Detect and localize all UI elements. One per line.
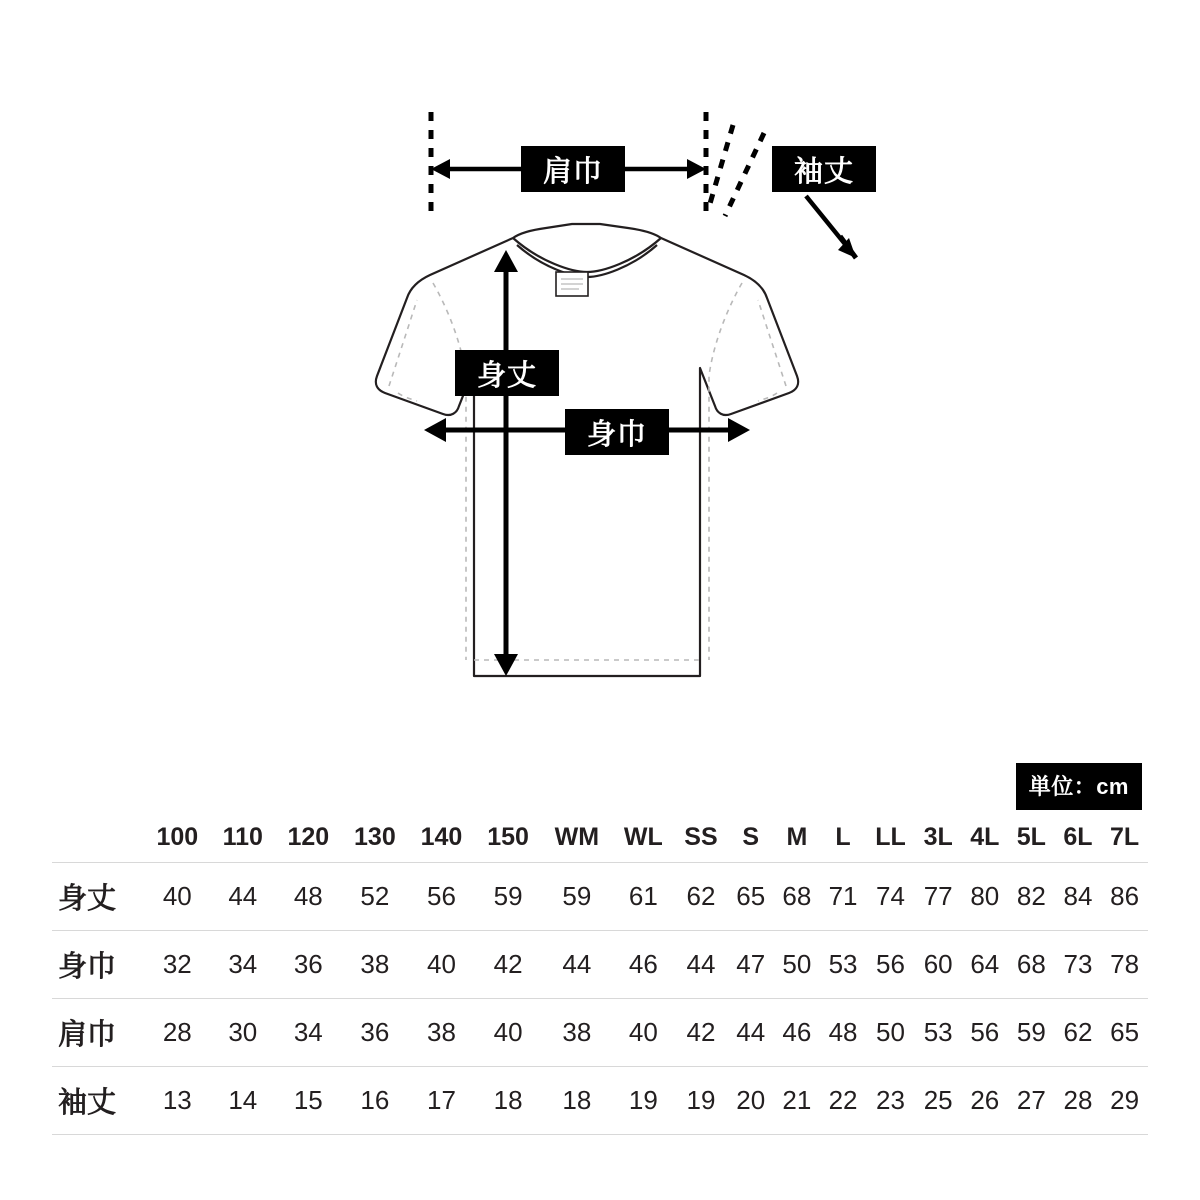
label-shoulder-width: 肩巾 xyxy=(521,146,625,192)
row-label-sleeve-length: 袖丈 xyxy=(52,1067,144,1135)
table-corner-cell xyxy=(52,812,144,863)
size-col-6l: 6L xyxy=(1063,822,1093,851)
cell-body-width-ll: 56 xyxy=(866,931,915,999)
size-col-5l: 5L xyxy=(1016,822,1046,851)
sleeve-guide-lines xyxy=(709,125,764,216)
table-row xyxy=(52,863,1148,931)
cell-body-width-5l: 68 xyxy=(1008,931,1055,999)
cell-body-length-ll: 74 xyxy=(866,863,915,931)
sleeve-length-arrow xyxy=(806,196,862,258)
cell-body-length-3l: 77 xyxy=(915,863,962,931)
cell-body-width-s: 47 xyxy=(728,931,774,999)
cell-body-length-5l: 82 xyxy=(1008,863,1055,931)
size-col-ll: LL xyxy=(875,822,906,851)
cell-body-length-140: 56 xyxy=(408,863,475,931)
cell-sleeve-length-130: 16 xyxy=(342,1067,409,1135)
cell-shoulder-width-ll: 50 xyxy=(866,999,915,1067)
cell-shoulder-width-wl: 40 xyxy=(612,999,674,1067)
cell-body-length-130: 52 xyxy=(342,863,409,931)
cell-shoulder-width-m: 46 xyxy=(774,999,820,1067)
cell-body-length-wl: 61 xyxy=(612,863,674,931)
cell-body-width-ss: 44 xyxy=(674,931,727,999)
cell-shoulder-width-140: 38 xyxy=(408,999,475,1067)
cell-sleeve-length-wl: 19 xyxy=(612,1067,674,1135)
cell-body-width-140: 40 xyxy=(408,931,475,999)
cell-body-length-ss: 62 xyxy=(674,863,727,931)
cell-body-width-110: 34 xyxy=(211,931,275,999)
cell-body-length-110: 44 xyxy=(211,863,275,931)
cell-shoulder-width-ss: 42 xyxy=(674,999,727,1067)
size-col-110: 110 xyxy=(222,822,263,851)
cell-shoulder-width-120: 34 xyxy=(275,999,342,1067)
cell-sleeve-length-6l: 28 xyxy=(1055,1067,1102,1135)
cell-body-length-7l: 86 xyxy=(1101,863,1148,931)
cell-shoulder-width-130: 36 xyxy=(342,999,409,1067)
size-col-130: 130 xyxy=(354,822,396,851)
cell-shoulder-width-5l: 59 xyxy=(1008,999,1055,1067)
cell-body-width-150: 42 xyxy=(475,931,542,999)
cell-sleeve-length-4l: 26 xyxy=(961,1067,1008,1135)
size-col-l: L xyxy=(835,822,851,851)
cell-shoulder-width-150: 40 xyxy=(475,999,542,1067)
cell-sleeve-length-m: 21 xyxy=(774,1067,820,1135)
cell-shoulder-width-6l: 62 xyxy=(1055,999,1102,1067)
cell-body-length-100: 40 xyxy=(144,863,211,931)
size-table-body xyxy=(52,863,1148,1135)
size-col-100: 100 xyxy=(156,822,199,851)
row-label-shoulder-width: 肩巾 xyxy=(52,999,144,1067)
cell-body-length-m: 68 xyxy=(774,863,820,931)
cell-shoulder-width-7l: 65 xyxy=(1101,999,1148,1067)
row-label-body-width: 身巾 xyxy=(52,931,144,999)
size-col-m: M xyxy=(786,822,808,851)
table-row xyxy=(52,931,1148,999)
cell-body-length-4l: 80 xyxy=(961,863,1008,931)
size-table xyxy=(52,812,1148,1135)
cell-sleeve-length-s: 20 xyxy=(728,1067,774,1135)
cell-body-width-m: 50 xyxy=(774,931,820,999)
cell-shoulder-width-100: 28 xyxy=(144,999,211,1067)
cell-body-width-wm: 44 xyxy=(541,931,612,999)
cell-body-width-6l: 73 xyxy=(1055,931,1102,999)
size-col-ss: SS xyxy=(684,822,718,851)
cell-body-width-7l: 78 xyxy=(1101,931,1148,999)
table-row xyxy=(52,999,1148,1067)
cell-body-width-3l: 60 xyxy=(915,931,962,999)
size-col-4l: 4L xyxy=(970,822,1000,851)
cell-sleeve-length-150: 18 xyxy=(475,1067,542,1135)
size-col-3l: 3L xyxy=(923,822,953,851)
cell-sleeve-length-ss: 19 xyxy=(674,1067,727,1135)
table-header-row xyxy=(52,812,1148,863)
cell-sleeve-length-120: 15 xyxy=(275,1067,342,1135)
label-sleeve-length: 袖丈 xyxy=(772,146,876,192)
cell-sleeve-length-140: 17 xyxy=(408,1067,475,1135)
cell-shoulder-width-l: 48 xyxy=(820,999,866,1067)
cell-sleeve-length-3l: 25 xyxy=(915,1067,962,1135)
size-col-150: 150 xyxy=(487,822,529,851)
size-col-7l: 7L xyxy=(1110,822,1140,851)
cell-body-width-130: 38 xyxy=(342,931,409,999)
cell-sleeve-length-ll: 23 xyxy=(866,1067,915,1135)
label-body-length: 身丈 xyxy=(455,350,559,396)
row-label-body-length: 身丈 xyxy=(52,863,144,931)
cell-sleeve-length-100: 13 xyxy=(144,1067,211,1135)
cell-body-width-100: 32 xyxy=(144,931,211,999)
cell-body-length-s: 65 xyxy=(728,863,774,931)
cell-body-width-l: 53 xyxy=(820,931,866,999)
cell-body-length-150: 59 xyxy=(475,863,542,931)
cell-sleeve-length-wm: 18 xyxy=(541,1067,612,1135)
size-col-wl: WL xyxy=(623,822,663,851)
cell-sleeve-length-7l: 29 xyxy=(1101,1067,1148,1135)
cell-body-width-4l: 64 xyxy=(961,931,1008,999)
cell-body-length-wm: 59 xyxy=(541,863,612,931)
cell-shoulder-width-4l: 56 xyxy=(961,999,1008,1067)
cell-shoulder-width-3l: 53 xyxy=(915,999,962,1067)
table-row xyxy=(52,1067,1148,1135)
cell-body-width-120: 36 xyxy=(275,931,342,999)
cell-body-length-120: 48 xyxy=(275,863,342,931)
size-col-wm: WM xyxy=(554,822,600,851)
cell-shoulder-width-wm: 38 xyxy=(541,999,612,1067)
cell-shoulder-width-s: 44 xyxy=(728,999,774,1067)
cell-body-width-wl: 46 xyxy=(612,931,674,999)
unit-badge: 単位：cm xyxy=(1016,763,1142,810)
cell-sleeve-length-110: 14 xyxy=(211,1067,275,1135)
label-body-width: 身巾 xyxy=(565,409,669,455)
size-table-header xyxy=(52,812,1148,863)
cell-sleeve-length-l: 22 xyxy=(820,1067,866,1135)
cell-shoulder-width-110: 30 xyxy=(211,999,275,1067)
size-col-s: S xyxy=(742,822,760,851)
size-col-120: 120 xyxy=(287,822,330,851)
cell-body-length-l: 71 xyxy=(820,863,866,931)
cell-body-length-6l: 84 xyxy=(1055,863,1102,931)
cell-sleeve-length-5l: 27 xyxy=(1008,1067,1055,1135)
size-col-140: 140 xyxy=(420,822,463,851)
